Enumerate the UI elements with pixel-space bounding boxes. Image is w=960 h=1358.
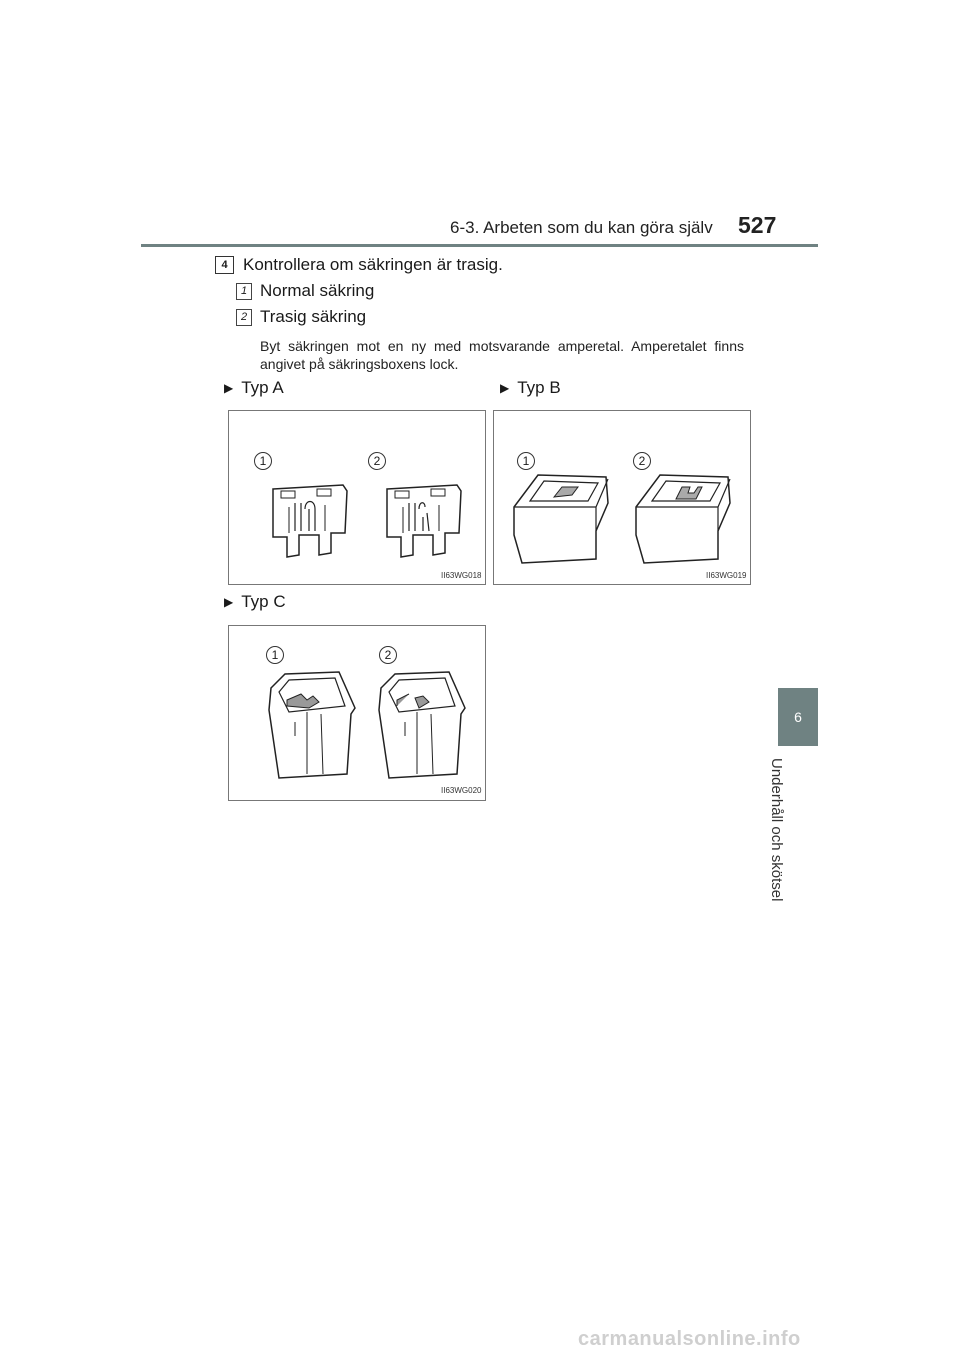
chapter-title: Underhåll och skötsel	[768, 758, 785, 902]
triangle-bullet-icon: ▶	[500, 381, 510, 395]
chapter-tab	[778, 688, 818, 746]
normal-blade-fuse-icon	[267, 479, 353, 559]
callout-1: 1	[517, 452, 535, 470]
triangle-bullet-icon: ▶	[224, 595, 234, 609]
figure-label-type-a: ▶ Typ A	[224, 378, 284, 397]
callout-2: 2	[633, 452, 651, 470]
header-divider	[141, 244, 818, 247]
blown-blade-fuse-icon	[381, 479, 467, 559]
item-blown-fuse: Trasig säkring	[260, 307, 367, 326]
page-number: 527	[738, 212, 777, 238]
figure-label-type-c: ▶ Typ C	[224, 592, 286, 611]
section-title: 6-3. Arbeten som du kan göra själv	[450, 218, 713, 237]
item-normal-fuse: Normal säkring	[260, 281, 375, 300]
figure-label-type-b: ▶ Typ B	[500, 378, 561, 397]
replacement-note: Byt säkringen mot en ny med motsvarande amperetal. Amperetalet finns angivet på säkringsboxens lock.	[260, 338, 744, 372]
chapter-number: 6	[794, 709, 802, 725]
callout-1: 1	[254, 452, 272, 470]
figure-code: II63WG019	[706, 571, 747, 580]
figure-type-c	[228, 625, 486, 801]
footer-watermark: carmanualsonline.info	[578, 1328, 801, 1350]
figure-type-a	[228, 410, 486, 585]
triangle-bullet-icon: ▶	[224, 381, 234, 395]
blown-cartridge-fuse-icon	[632, 473, 732, 565]
figure-code: II63WG020	[441, 786, 482, 795]
figure-type-b	[493, 410, 751, 585]
step-instruction: Kontrollera om säkringen är trasig.	[243, 255, 503, 274]
callout-1: 1	[266, 646, 284, 664]
item-marker-2: 2	[236, 309, 252, 326]
blown-box-fuse-icon	[375, 670, 469, 780]
item-marker-1: 1	[236, 283, 252, 300]
normal-cartridge-fuse-icon	[510, 473, 610, 565]
normal-box-fuse-icon	[265, 670, 359, 780]
callout-2: 2	[368, 452, 386, 470]
step-number-box: 4	[215, 256, 234, 274]
chapter-title-vertical	[768, 758, 811, 908]
figure-code: II63WG018	[441, 571, 482, 580]
callout-2: 2	[379, 646, 397, 664]
